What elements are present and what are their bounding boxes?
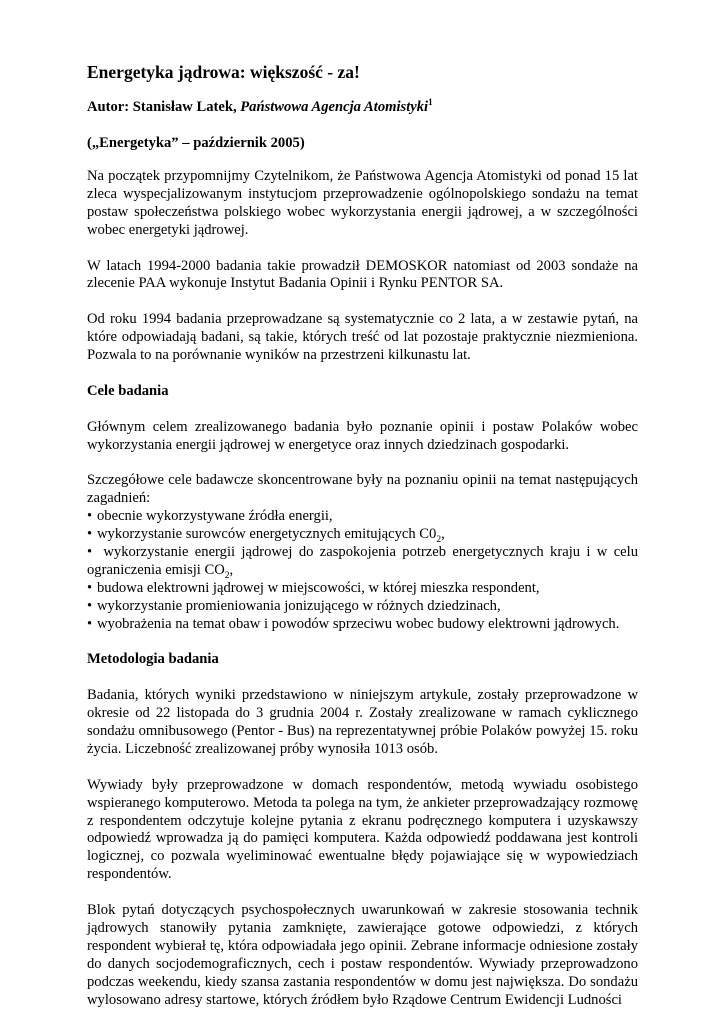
list-item: • wykorzystanie energii jądrowej do zaspokojenia potrzeb energetycznych kraju i w celu ograniczenia emisji $CO_2$, — [87, 543, 638, 581]
method-paragraph-3: Blok pytań dotyczących psychospołecznych uwarunkowań w zakresie stosowania technik jądrowych stanowiły pytania zamknięte, zawierające gotowe odpowiedzi, z których respondent wybierał tę, która odpowiadała jego opinii. Zebrane informacje odniesione zostały do danych socjodemograficznych, cech i postaw respondentów. Wywiady przeprowadzono podczas weekendu, kiedy szansa zastania respondentów w domu jest największa. Do sondażu wylosowano adresy startowe, których źródłem było Rządowe Centrum Ewidencji Ludności — [87, 902, 638, 1008]
article-body — [87, 168, 638, 1027]
goals-list-intro: Szczegółowe cele badawcze skoncentrowane były na poznaniu opinii na temat następujących zagadnień: — [87, 472, 638, 507]
author-name: Autor: Stanisław Latek, — [87, 99, 241, 115]
author-organization: Państwowa Agencja Atomistyki — [240, 99, 429, 115]
method-paragraph-1: Badania, których wyniki przedstawiono w niniejszym artykule, zostały przeprowadzone w okresie od 22 listopada do 3 grudnia 2004 r. Zostały zrealizowane w ramach cyklicznego sondażu omnibusowego (Pentor - Bus) na reprezentatywnej próbie Polaków powyżej 15. roku życia. Liczebność zrealizowanej próby wynosiła 1013 osób. — [87, 687, 638, 757]
bullet-icon: • — [87, 615, 93, 632]
author-line — [87, 99, 433, 116]
source-line: („Energetyka” – październik 2005) — [87, 135, 305, 151]
method-paragraph-2: Wywiady były przeprowadzone w domach respondentów, metodą wywiadu osobistego wspieranego komputerowo. Metoda ta polega na tym, że ankieter przeprowadzający rozmowę z respondentem odczytuje kolejne pytania z ekranu podręcznego komputera i uzyskawszy odpowiedź wprowadza ją do pamięci komputera. Każda odpowiedź poddawana jest kontroli logicznej, co pozwala wyeliminować ewentualne błędy pojawiające się w wypowiedziach respondentów. — [87, 776, 638, 883]
bullet-icon: • — [87, 597, 93, 614]
section-heading-methodology: Metodologia badania — [87, 651, 219, 668]
goals-paragraph: Głównym celem zrealizowanego badania było poznanie opinii i postaw Polaków wobec wykorzystania energii jądrowej w energetyce oraz innych dziedzinach gospodarki. — [87, 418, 638, 453]
bullet-icon: • — [87, 543, 93, 560]
section-heading-goals: Cele badania — [87, 382, 169, 399]
bullet-icon: • — [87, 579, 93, 596]
list-item: • budowa elektrowni jądrowej w miejscowości, w której mieszka respondent, — [87, 579, 540, 596]
document-title: Energetyka jądrowa: większość - za! — [87, 62, 360, 82]
list-item: • wykorzystanie promieniowania jonizującego w różnych dziedzinach, — [87, 597, 501, 614]
intro-paragraph-2: W latach 1994-2000 badania takie prowadził DEMOSKOR natomiast od 2003 sondaże na zlecenie PAA wykonuje Instytut Badania Opinii i Rynku PENTOR SA. — [87, 257, 638, 292]
footnote-marker: 1 — [428, 97, 433, 108]
bullet-icon: • — [87, 526, 93, 543]
list-item: • wykorzystanie surowców energetycznych emitujących $C0_2$, — [87, 526, 445, 545]
list-item: • obecnie wykorzystywane źródła energii, — [87, 508, 333, 525]
list-item: • wyobrażenia na temat obaw i powodów sprzeciwu wobec budowy elektrowni jądrowych. — [87, 615, 620, 632]
bullet-icon: • — [87, 508, 93, 525]
goals-list — [87, 508, 638, 633]
intro-paragraph-3: Od roku 1994 badania przeprowadzane są systematycznie co 2 lata, a w zestawie pytań, na które odpowiadają badani, są takie, których treść od lat pozostaje praktycznie niezmieniona. Pozwala to na porównanie wyników na przestrzeni kilkunastu lat. — [87, 311, 638, 364]
intro-paragraph-1: Na początek przypomnijmy Czytelnikom, że Państwowa Agencja Atomistyki od ponad 15 lat zleca wyspecjalizowanym instytucjom przeprowadzenie ogólnopolskiego sondażu na temat postaw społeczeństwa polskiego wobec wykorzystania energii jądrowej, a w szczególności wobec energetyki jądrowej. — [87, 168, 638, 238]
